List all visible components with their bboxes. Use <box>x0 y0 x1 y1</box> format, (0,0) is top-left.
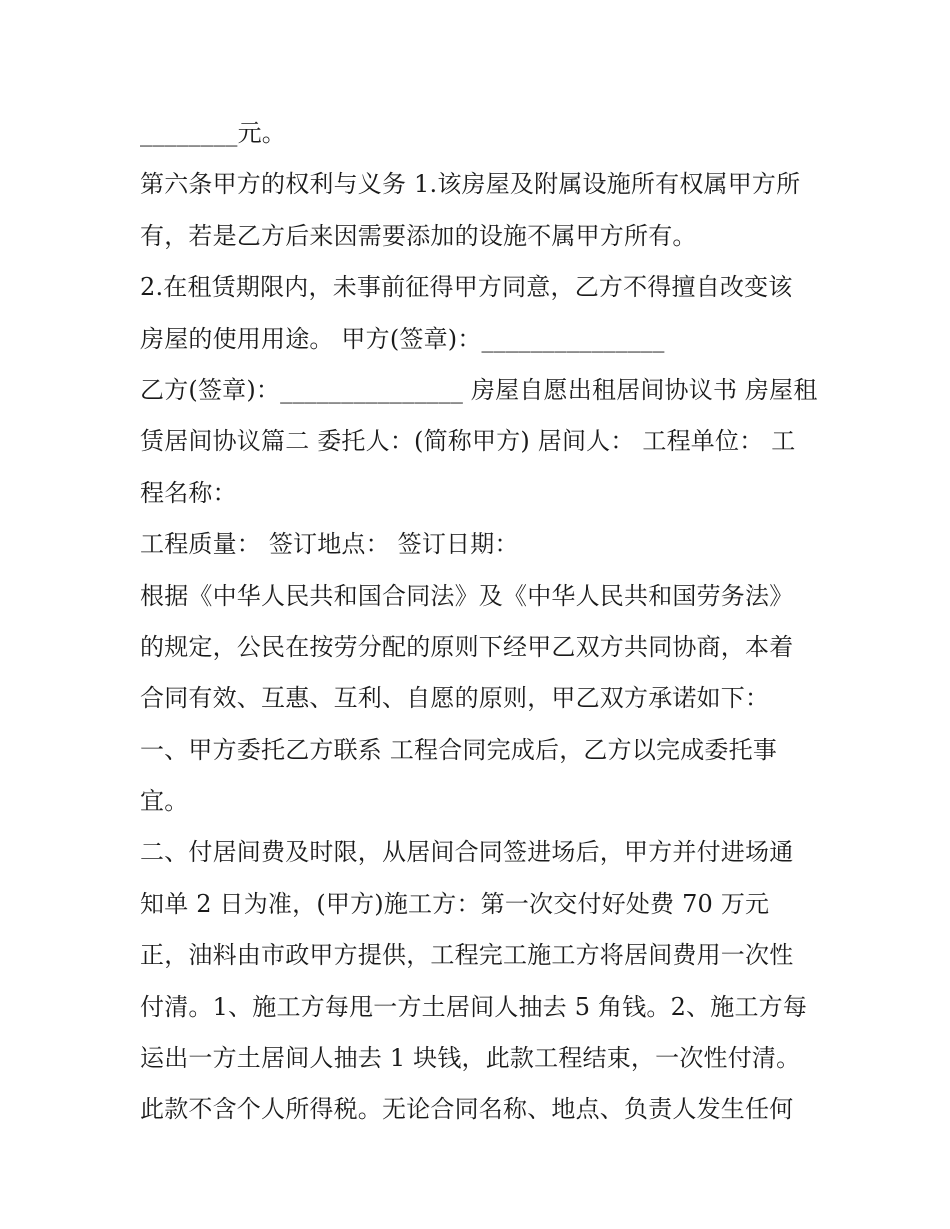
text-line: 2.在租赁期限内，未事前征得甲方同意，乙方不得擅自改变该 <box>140 273 793 302</box>
text-line: 正，油料由市政甲方提供，工程完工施工方将居间费用一次性 <box>140 941 794 970</box>
text-line: 房屋的使用用途。 甲方(签章)：_______________ <box>140 324 665 353</box>
text-line: 二、付居间费及时限，从居间合同签进场后，甲方并付进场通 <box>140 838 794 867</box>
text-line: 的规定，公民在按劳分配的原则下经甲乙双方共同协商，本着 <box>140 632 794 661</box>
text-line: 赁居间协议篇二 委托人：(简称甲方) 居间人： 工程单位： 工 <box>140 427 796 456</box>
text-line: 付清。1、施工方每甩一方土居间人抽去 5 角钱。2、施工方每 <box>140 992 808 1021</box>
text-line: 合同有效、互惠、互利、自愿的原则，甲乙双方承诺如下： <box>140 684 770 713</box>
text-line: 有，若是乙方后来因需要添加的设施不属甲方所有。 <box>140 221 697 250</box>
text-line: 根据《中华人民共和国合同法》及《中华人民共和国劳务法》 <box>140 581 794 610</box>
text-line: 工程质量： 签订地点： 签订日期： <box>140 530 519 559</box>
text-line: ________元。 <box>140 119 286 147</box>
text-line: 乙方(签章)：_______________ 房屋自愿出租居间协议书 房屋租 <box>140 375 818 404</box>
text-line: 运出一方土居间人抽去 1 块钱，此款工程结束，一次性付清。 <box>140 1044 801 1073</box>
document-body <box>140 108 820 1136</box>
text-line: 知单 2 日为准，(甲方)施工方：第一次交付好处费 70 万元 <box>140 889 770 918</box>
text-line: 第六条甲方的权利与义务 1.该房屋及附属设施所有权属甲方所 <box>140 170 801 199</box>
text-line: 宜。 <box>140 787 189 816</box>
text-line: 一、甲方委托乙方联系 工程合同完成后，乙方以完成委托事 <box>140 735 778 764</box>
text-line: 此款不含个人所得税。无论合同名称、地点、负责人发生任何 <box>140 1095 794 1124</box>
text-line: 程名称： <box>140 478 237 507</box>
